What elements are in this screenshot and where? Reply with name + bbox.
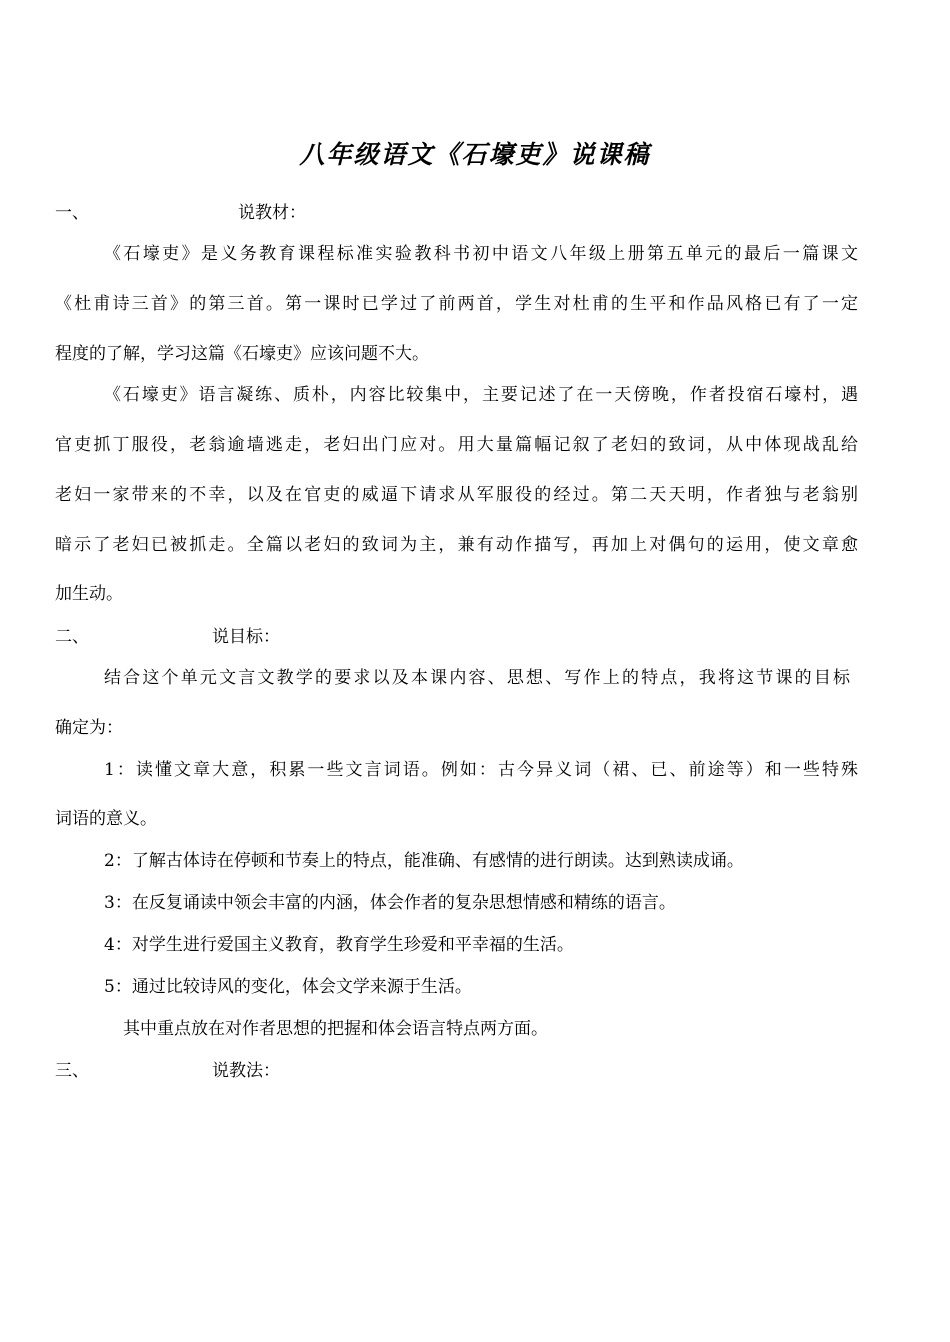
paragraph-line: 程度的了解，学习这篇《石壕吏》应该问题不大。 [55, 344, 429, 364]
section-heading-1: 说教材： [238, 203, 306, 223]
section-heading-2: 说目标： [212, 627, 280, 647]
paragraph-line: 官吏抓丁服役，老翁逾墙逃走，老妇出门应对。用大量篇幅记叙了老妇的致词，从中体现战乱给 [55, 435, 858, 455]
paragraph-line: 《杜甫诗三首》的第三首。第一课时已学过了前两首，学生对杜甫的生平和作品风格已有了一定 [55, 294, 858, 314]
objective-item-5: 5：通过比较诗风的变化，体会文学来源于生活。 [104, 977, 472, 997]
section-heading-3: 说教法： [212, 1061, 280, 1081]
paragraph-line: 老妇一家带来的不幸，以及在官吏的威逼下请求从军服役的经过。第二天天明，作者独与老翁别 [55, 485, 858, 505]
section-number-1: 一、 [55, 203, 89, 223]
document-title: 八年级语文《石壕吏》说课稿 [299, 140, 651, 169]
objective-item-2: 2：了解古体诗在停顿和节奏上的特点，能准确、有感情的进行朗读。达到熟读成诵。 [104, 851, 744, 871]
paragraph-line: 《石壕吏》语言凝练、质朴，内容比较集中，主要记述了在一天傍晚，作者投宿石壕村，遇 [104, 385, 858, 405]
section-number-2: 二、 [55, 627, 89, 647]
paragraph-line: 词语的意义。 [55, 809, 157, 829]
objective-item-3: 3：在反复诵读中领会丰富的内涵，体会作者的复杂思想情感和精练的语言。 [104, 893, 676, 913]
paragraph-line: 暗示了老妇已被抓走。全篇以老妇的致词为主，兼有动作描写，再加上对偶句的运用，使文章愈 [55, 535, 858, 555]
paragraph-line: 加生动。 [55, 584, 123, 604]
objective-focus: 其中重点放在对作者思想的把握和体会语言特点两方面。 [123, 1019, 548, 1039]
paragraph-line: 结合这个单元文言文教学的要求以及本课内容、思想、写作上的特点，我将这节课的目标 [104, 668, 850, 688]
paragraph-line: 《石壕吏》是义务教育课程标准实验教科书初中语文八年级上册第五单元的最后一篇课文 [104, 244, 858, 264]
section-number-3: 三、 [55, 1061, 89, 1081]
objective-item-4: 4：对学生进行爱国主义教育，教育学生珍爱和平幸福的生活。 [104, 935, 574, 955]
paragraph-line: 确定为： [55, 718, 123, 738]
paragraph-line: 1：读懂文章大意，积累一些文言词语。例如：古今异义词（裙、已、前途等）和一些特殊 [104, 760, 858, 780]
